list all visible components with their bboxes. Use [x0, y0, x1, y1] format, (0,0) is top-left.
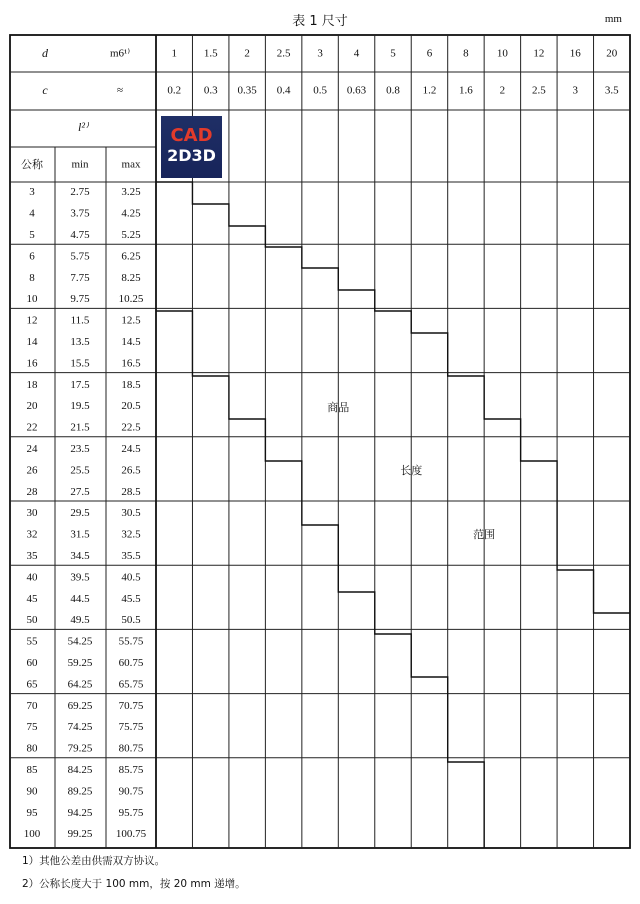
c-value: 0.35: [237, 84, 257, 97]
row-min: 21.5: [70, 421, 90, 434]
row-max: 65.75: [118, 678, 144, 691]
row-nominal: 65: [26, 678, 38, 691]
row-max: 12.5: [121, 314, 141, 327]
row-nominal: 22: [26, 421, 38, 434]
range-label-range: 范围: [473, 528, 496, 541]
row-nominal: 30: [26, 507, 38, 520]
row-max: 40.5: [121, 571, 141, 584]
row-min: 59.25: [67, 657, 93, 670]
row-nominal: 50: [26, 614, 38, 627]
c-value: 3.5: [604, 84, 619, 97]
d-value: 12: [533, 47, 545, 60]
row-max: 50.5: [121, 614, 141, 627]
row-max: 3.25: [121, 186, 141, 199]
c-value: 3: [572, 84, 579, 97]
row-max: 20.5: [121, 400, 141, 413]
row-nominal: 28: [26, 485, 38, 498]
row-min: 99.25: [67, 828, 93, 841]
row-max: 75.75: [118, 721, 144, 734]
c-value: 0.63: [346, 84, 367, 97]
range-lower-boundary: [156, 311, 484, 848]
row-min: 3.75: [70, 207, 90, 220]
row-min: 7.75: [70, 271, 90, 284]
row-nominal: 40: [26, 571, 38, 584]
row-nominal: 3: [29, 186, 35, 199]
row-nominal: 85: [26, 764, 38, 777]
row-max: 85.75: [118, 764, 144, 777]
c-value: 1.6: [459, 84, 473, 97]
row-min: 79.25: [67, 742, 93, 755]
row-max: 10.25: [118, 293, 144, 306]
row-nominal: 18: [26, 378, 38, 391]
c-value: 0.5: [313, 84, 327, 97]
row-max: 90.75: [118, 785, 144, 798]
row-max: 24.5: [121, 443, 141, 456]
row-max: 16.5: [121, 357, 141, 370]
row-nominal: 4: [29, 207, 35, 220]
header-l-label: l²⁾: [78, 119, 88, 134]
row-max: 70.75: [118, 699, 144, 712]
header-c-approx: ≈: [116, 84, 124, 97]
logo-text-cad: CAD: [170, 125, 213, 146]
row-nominal: 24: [26, 443, 38, 456]
c-value: 0.3: [203, 84, 218, 97]
row-max: 26.5: [121, 464, 141, 477]
row-min: 17.5: [70, 378, 90, 391]
row-nominal: 32: [26, 528, 38, 541]
row-min: 39.5: [70, 571, 90, 584]
row-max: 28.5: [121, 485, 141, 498]
range-label-commercial: 商品: [327, 401, 350, 414]
row-min: 69.25: [67, 699, 93, 712]
row-nominal: 75: [26, 721, 38, 734]
c-value: 1.2: [422, 84, 437, 97]
row-max: 5.25: [121, 229, 141, 242]
d-value: 8: [463, 47, 469, 60]
d-value: 10: [496, 47, 508, 60]
table-border: [10, 35, 630, 848]
row-max: 22.5: [121, 421, 141, 434]
row-nominal: 45: [26, 592, 38, 605]
row-min: 64.25: [67, 678, 93, 691]
row-nominal: 55: [26, 635, 38, 648]
range-upper-boundary: [156, 182, 630, 613]
row-max: 32.5: [121, 528, 141, 541]
header-min: min: [71, 158, 89, 171]
d-value: 20: [606, 47, 618, 60]
d-value: 4: [353, 47, 360, 60]
row-max: 95.75: [118, 806, 144, 819]
d-value: 3: [317, 47, 323, 60]
row-min: 15.5: [70, 357, 90, 370]
row-nominal: 20: [26, 400, 38, 413]
row-max: 6.25: [121, 250, 141, 263]
row-min: 44.5: [70, 592, 90, 605]
header-max: max: [121, 158, 141, 171]
d-value: 2.5: [276, 47, 291, 60]
row-min: 11.5: [70, 314, 90, 327]
row-max: 14.5: [121, 336, 141, 349]
row-max: 55.75: [118, 635, 144, 648]
row-nominal: 26: [26, 464, 38, 477]
row-nominal: 12: [26, 314, 38, 327]
cad-logo: [161, 116, 222, 178]
row-nominal: 35: [26, 550, 38, 563]
row-nominal: 8: [29, 271, 35, 284]
unit-label: mm: [604, 13, 622, 25]
row-max: 30.5: [121, 507, 141, 520]
row-max: 80.75: [118, 742, 144, 755]
row-min: 2.75: [70, 186, 90, 199]
d-value: 2: [244, 47, 250, 60]
row-max: 8.25: [121, 271, 141, 284]
row-nominal: 95: [26, 806, 38, 819]
d-value: 1.5: [203, 47, 218, 60]
row-min: 94.25: [67, 806, 93, 819]
header-d-label: d: [42, 45, 48, 60]
row-min: 13.5: [70, 336, 90, 349]
row-min: 74.25: [67, 721, 93, 734]
row-nominal: 16: [26, 357, 38, 370]
footnote-1: 1）其他公差由供需双方协议。: [22, 855, 166, 867]
row-nominal: 14: [26, 336, 38, 349]
row-min: 4.75: [70, 229, 90, 242]
header-c-label: c: [42, 82, 48, 97]
row-nominal: 90: [26, 785, 38, 798]
row-min: 27.5: [70, 485, 90, 498]
header-nominal: 公称: [21, 158, 43, 171]
header-d-tolerance: m6¹⁾: [109, 47, 131, 60]
d-value: 5: [390, 47, 396, 60]
row-nominal: 100: [23, 828, 41, 841]
c-value: 2.5: [531, 84, 546, 97]
row-nominal: 70: [26, 699, 38, 712]
row-nominal: 6: [29, 250, 35, 263]
row-nominal: 10: [26, 293, 38, 306]
d-value: 6: [426, 47, 433, 60]
c-value: 0.4: [276, 84, 291, 97]
row-max: 45.5: [121, 592, 141, 605]
row-min: 19.5: [70, 400, 90, 413]
row-max: 60.75: [118, 657, 144, 670]
c-value: 0.2: [167, 84, 182, 97]
row-min: 29.5: [70, 507, 90, 520]
row-min: 9.75: [70, 293, 90, 306]
row-min: 89.25: [67, 785, 93, 798]
range-label-length: 长度: [400, 464, 423, 477]
row-nominal: 60: [26, 657, 38, 670]
row-nominal: 5: [29, 229, 35, 242]
row-max: 4.25: [121, 207, 141, 220]
row-min: 23.5: [70, 443, 90, 456]
row-min: 84.25: [67, 764, 93, 777]
c-value: 2: [499, 84, 506, 97]
row-min: 54.25: [67, 635, 93, 648]
row-min: 34.5: [70, 550, 90, 563]
c-value: 0.8: [386, 84, 400, 97]
row-min: 5.75: [70, 250, 90, 263]
d-value: 1: [171, 47, 177, 60]
footnote-2: 2）公称长度大于 100 mm，按 20 mm 递增。: [22, 878, 246, 890]
row-max: 35.5: [121, 550, 141, 563]
row-max: 100.75: [115, 828, 147, 841]
row-nominal: 80: [26, 742, 38, 755]
row-max: 18.5: [121, 378, 141, 391]
row-min: 31.5: [70, 528, 90, 541]
d-value: 16: [569, 47, 581, 60]
row-min: 25.5: [70, 464, 90, 477]
row-min: 49.5: [70, 614, 90, 627]
table-title: 表 1 尺寸: [292, 14, 348, 29]
logo-text-2d3d: 2D3D: [167, 146, 216, 165]
